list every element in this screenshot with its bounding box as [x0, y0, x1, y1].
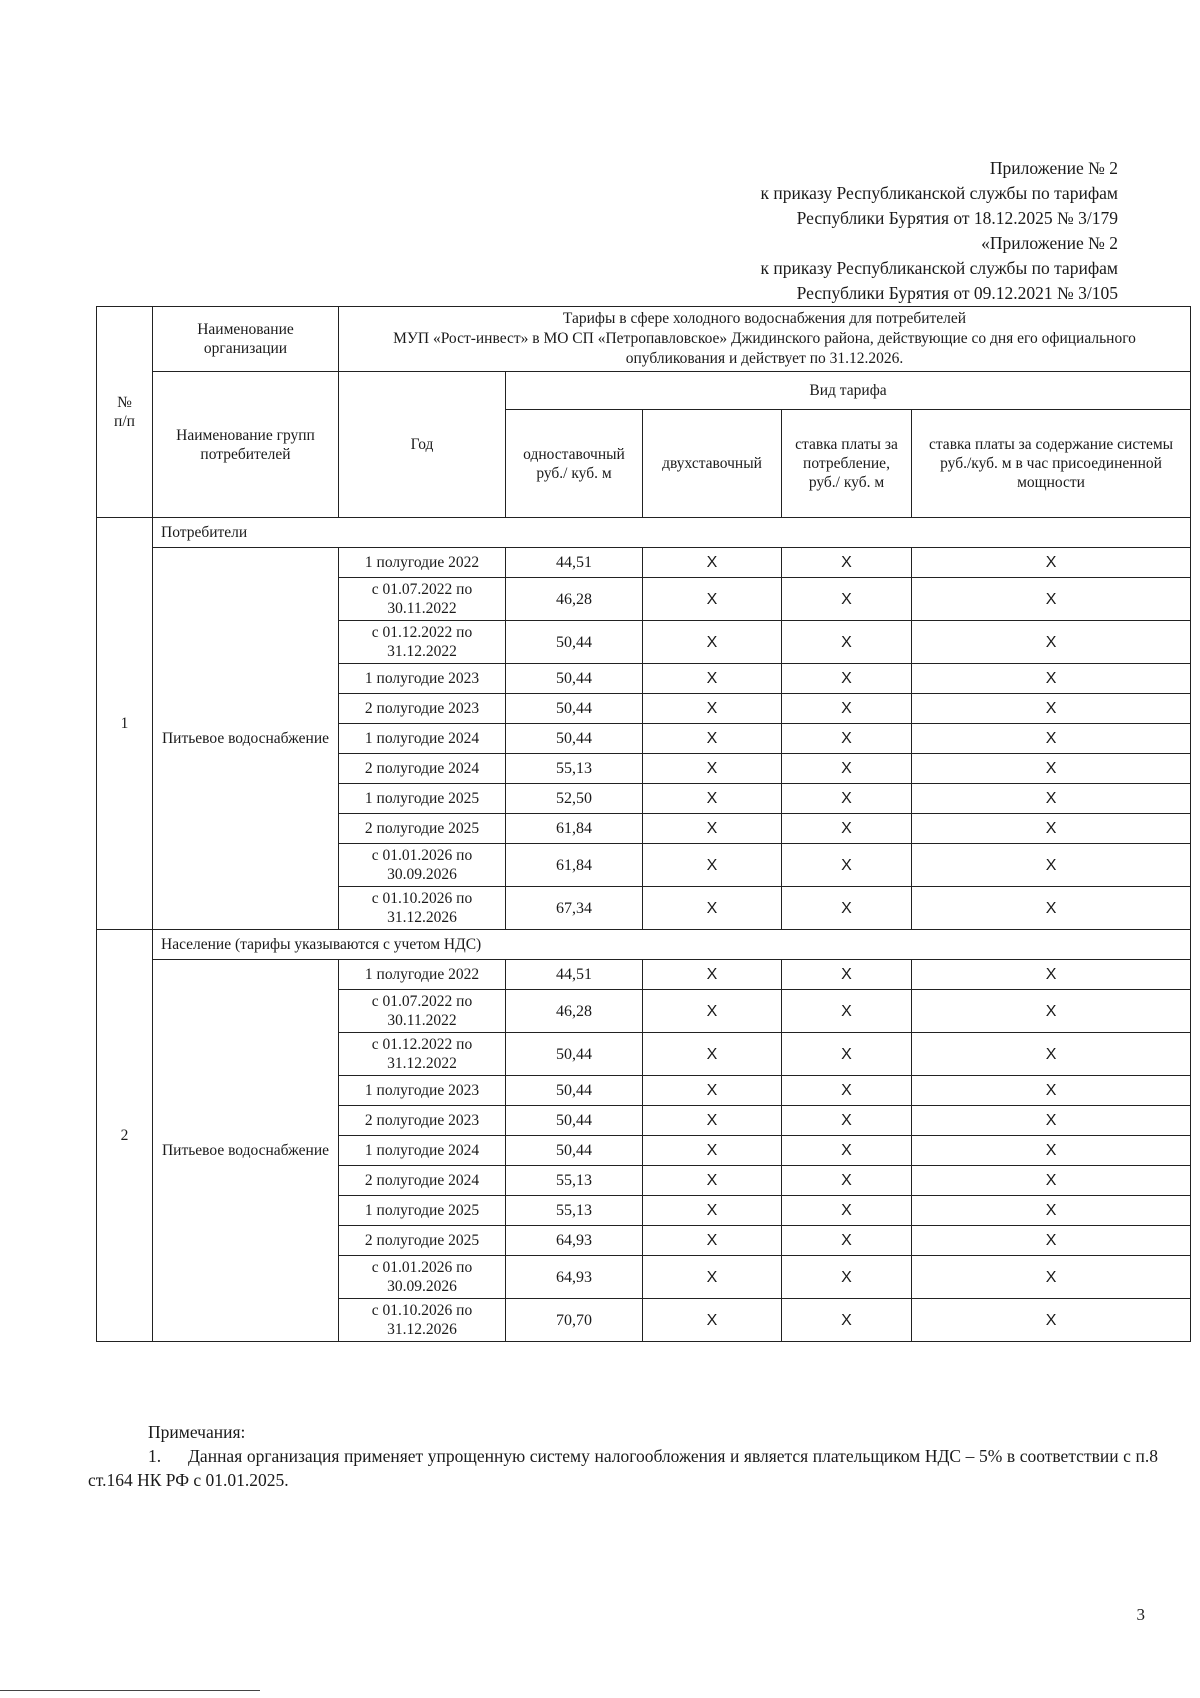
single-rate-cell: 70,70 [506, 1299, 643, 1342]
consumption-rate-cell: X [782, 844, 912, 887]
single-rate-cell: 50,44 [506, 1076, 643, 1106]
double-rate-cell: X [643, 664, 782, 694]
notes-title: Примечания: [148, 1422, 246, 1442]
single-rate-cell: 44,51 [506, 960, 643, 990]
consumption-rate-cell: X [782, 1226, 912, 1256]
section-number: 2 [97, 930, 153, 1342]
period-cell: 2 полугодие 2025 [339, 814, 506, 844]
consumption-rate-cell: X [782, 1033, 912, 1076]
single-rate-cell: 46,28 [506, 990, 643, 1033]
consumption-rate-cell: X [782, 1136, 912, 1166]
period-cell: 1 полугодие 2022 [339, 960, 506, 990]
period-cell: с 01.12.2022 по 31.12.2022 [339, 1033, 506, 1076]
header-line: Республики Бурятия от 09.12.2021 № 3/105 [796, 283, 1118, 303]
col-maintenance-header: ставка платы за содержание системы руб./куб. м в час присоединенной мощности [912, 410, 1191, 518]
col-double-header: двухставочный [643, 410, 782, 518]
consumption-rate-cell: X [782, 1076, 912, 1106]
header-line: «Приложение № 2 [981, 233, 1118, 253]
period-cell: 2 полугодие 2024 [339, 1166, 506, 1196]
period-cell: 2 полугодие 2023 [339, 694, 506, 724]
double-rate-cell: X [643, 1106, 782, 1136]
period-cell: 1 полугодие 2022 [339, 548, 506, 578]
single-rate-cell: 61,84 [506, 814, 643, 844]
double-rate-cell: X [643, 1196, 782, 1226]
single-rate-cell: 50,44 [506, 1136, 643, 1166]
single-rate-cell: 61,84 [506, 844, 643, 887]
double-rate-cell: X [643, 548, 782, 578]
double-rate-cell: X [643, 1226, 782, 1256]
period-cell: 1 полугодие 2024 [339, 1136, 506, 1166]
col-consumption-header: ставка платы за потребление, руб./ куб. м [782, 410, 912, 518]
consumption-rate-cell: X [782, 814, 912, 844]
single-rate-cell: 50,44 [506, 724, 643, 754]
maintenance-rate-cell: X [912, 990, 1191, 1033]
col-year-header: Год [339, 372, 506, 518]
period-cell: 1 полугодие 2023 [339, 664, 506, 694]
maintenance-rate-cell: X [912, 784, 1191, 814]
consumption-rate-cell: X [782, 1256, 912, 1299]
maintenance-rate-cell: X [912, 754, 1191, 784]
double-rate-cell: X [643, 1076, 782, 1106]
maintenance-rate-cell: X [912, 1136, 1191, 1166]
maintenance-rate-cell: X [912, 1299, 1191, 1342]
consumption-rate-cell: X [782, 754, 912, 784]
footer-divider [0, 1690, 260, 1691]
maintenance-rate-cell: X [912, 664, 1191, 694]
period-cell: 1 полугодие 2025 [339, 784, 506, 814]
single-rate-cell: 44,51 [506, 548, 643, 578]
consumption-rate-cell: X [782, 1299, 912, 1342]
maintenance-rate-cell: X [912, 694, 1191, 724]
page-number: 3 [1136, 1605, 1145, 1624]
col-org-header: Наименование организации [153, 307, 339, 372]
double-rate-cell: X [643, 960, 782, 990]
category-label: Население (тарифы указываются с учетом НДС) [153, 930, 1191, 960]
period-cell: 1 полугодие 2023 [339, 1076, 506, 1106]
double-rate-cell: X [643, 754, 782, 784]
consumer-group: Питьевое водоснабжение [153, 960, 339, 1342]
maintenance-rate-cell: X [912, 1196, 1191, 1226]
consumption-rate-cell: X [782, 621, 912, 664]
maintenance-rate-cell: X [912, 1226, 1191, 1256]
single-rate-cell: 50,44 [506, 694, 643, 724]
note-number: 1. [148, 1446, 162, 1466]
double-rate-cell: X [643, 621, 782, 664]
period-cell: с 01.01.2026 по 30.09.2026 [339, 1256, 506, 1299]
double-rate-cell: X [643, 990, 782, 1033]
consumption-rate-cell: X [782, 784, 912, 814]
maintenance-rate-cell: X [912, 960, 1191, 990]
single-rate-cell: 64,93 [506, 1226, 643, 1256]
notes [88, 1420, 1158, 1492]
consumption-rate-cell: X [782, 1196, 912, 1226]
maintenance-rate-cell: X [912, 1076, 1191, 1106]
period-cell: с 01.07.2022 по 30.11.2022 [339, 990, 506, 1033]
appendix-header [558, 156, 1118, 306]
col-num-header: № п/п [97, 307, 153, 518]
double-rate-cell: X [643, 578, 782, 621]
maintenance-rate-cell: X [912, 887, 1191, 930]
consumption-rate-cell: X [782, 1106, 912, 1136]
double-rate-cell: X [643, 844, 782, 887]
double-rate-cell: X [643, 1136, 782, 1166]
consumption-rate-cell: X [782, 548, 912, 578]
consumption-rate-cell: X [782, 990, 912, 1033]
maintenance-rate-cell: X [912, 724, 1191, 754]
consumption-rate-cell: X [782, 664, 912, 694]
tariff-table [96, 306, 1191, 1342]
table-title: Тарифы в сфере холодного водоснабжения для потребителей МУП «Рост-инвест» в МО СП «Петропавловское» Джидинского района, действующие со дня его официального опубликования и действует по 31.12.2026. [339, 307, 1191, 372]
double-rate-cell: X [643, 887, 782, 930]
consumer-group: Питьевое водоснабжение [153, 548, 339, 930]
single-rate-cell: 67,34 [506, 887, 643, 930]
maintenance-rate-cell: X [912, 1106, 1191, 1136]
period-cell: с 01.10.2026 по 31.12.2026 [339, 1299, 506, 1342]
maintenance-rate-cell: X [912, 1166, 1191, 1196]
note-item [88, 1444, 1158, 1492]
period-cell: 2 полугодие 2023 [339, 1106, 506, 1136]
category-label: Потребители [153, 518, 1191, 548]
double-rate-cell: X [643, 694, 782, 724]
maintenance-rate-cell: X [912, 814, 1191, 844]
table-row [97, 548, 1191, 578]
single-rate-cell: 50,44 [506, 1106, 643, 1136]
maintenance-rate-cell: X [912, 548, 1191, 578]
period-cell: с 01.10.2026 по 31.12.2026 [339, 887, 506, 930]
col-group-header: Наименование групп потребителей [153, 372, 339, 518]
col-single-header: одноставочный руб./ куб. м [506, 410, 643, 518]
double-rate-cell: X [643, 1033, 782, 1076]
maintenance-rate-cell: X [912, 1033, 1191, 1076]
double-rate-cell: X [643, 814, 782, 844]
consumption-rate-cell: X [782, 960, 912, 990]
period-cell: 1 полугодие 2025 [339, 1196, 506, 1226]
note-text: Данная организация применяет упрощенную систему налогообложения и является плательщиком НДС – 5% в соответствии с п.8 ст.164 НК РФ с 01.01.2025. [88, 1446, 1158, 1490]
consumption-rate-cell: X [782, 694, 912, 724]
consumption-rate-cell: X [782, 578, 912, 621]
maintenance-rate-cell: X [912, 578, 1191, 621]
section-number: 1 [97, 518, 153, 930]
single-rate-cell: 50,44 [506, 664, 643, 694]
single-rate-cell: 50,44 [506, 1033, 643, 1076]
consumption-rate-cell: X [782, 724, 912, 754]
single-rate-cell: 52,50 [506, 784, 643, 814]
maintenance-rate-cell: X [912, 844, 1191, 887]
header-line: Приложение № 2 [989, 158, 1118, 178]
category-row [97, 518, 1191, 548]
header-line: к приказу Республиканской службы по тарифам [760, 183, 1118, 203]
period-cell: 2 полугодие 2024 [339, 754, 506, 784]
single-rate-cell: 55,13 [506, 1166, 643, 1196]
period-cell: с 01.01.2026 по 30.09.2026 [339, 844, 506, 887]
double-rate-cell: X [643, 1299, 782, 1342]
table-row [97, 960, 1191, 990]
single-rate-cell: 55,13 [506, 754, 643, 784]
tariff-type-header: Вид тарифа [506, 372, 1191, 410]
consumption-rate-cell: X [782, 1166, 912, 1196]
header-line: к приказу Республиканской службы по тарифам [760, 258, 1118, 278]
period-cell: 2 полугодие 2025 [339, 1226, 506, 1256]
single-rate-cell: 55,13 [506, 1196, 643, 1226]
period-cell: с 01.12.2022 по 31.12.2022 [339, 621, 506, 664]
single-rate-cell: 46,28 [506, 578, 643, 621]
single-rate-cell: 50,44 [506, 621, 643, 664]
period-cell: 1 полугодие 2024 [339, 724, 506, 754]
single-rate-cell: 64,93 [506, 1256, 643, 1299]
double-rate-cell: X [643, 1256, 782, 1299]
period-cell: с 01.07.2022 по 30.11.2022 [339, 578, 506, 621]
double-rate-cell: X [643, 724, 782, 754]
category-row [97, 930, 1191, 960]
maintenance-rate-cell: X [912, 1256, 1191, 1299]
double-rate-cell: X [643, 1166, 782, 1196]
double-rate-cell: X [643, 784, 782, 814]
maintenance-rate-cell: X [912, 621, 1191, 664]
consumption-rate-cell: X [782, 887, 912, 930]
header-line: Республики Бурятия от 18.12.2025 № 3/179 [796, 208, 1118, 228]
